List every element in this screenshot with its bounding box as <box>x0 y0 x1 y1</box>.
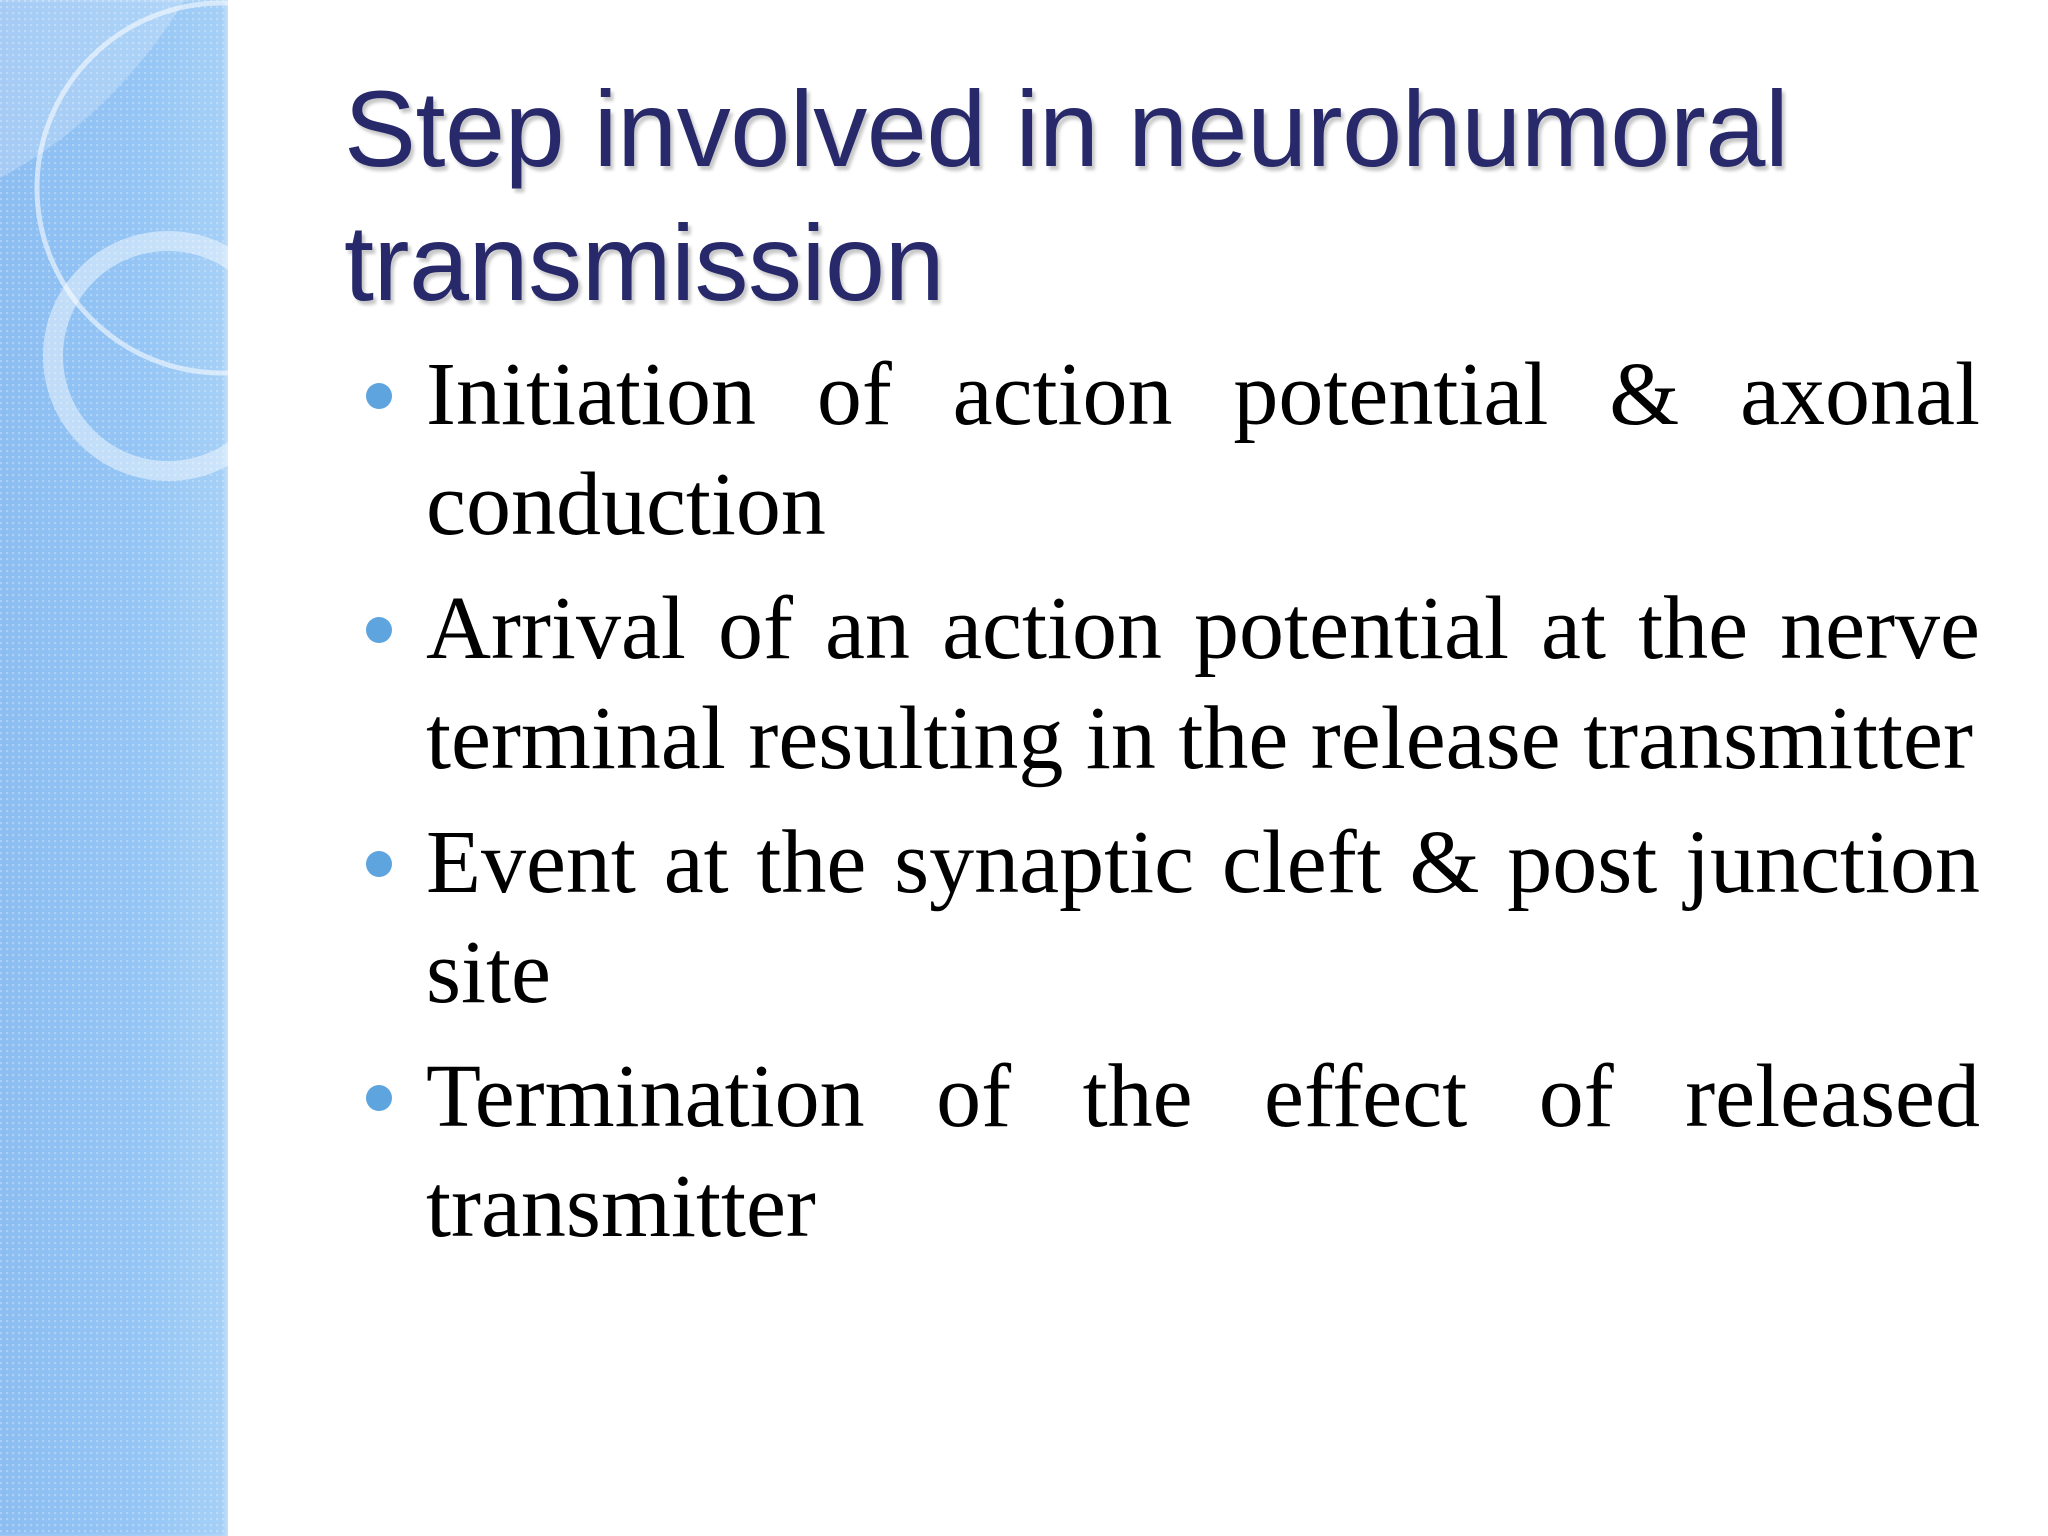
bullet-text: Arrival of an action potential at the nerve terminal resulting in the release transmitter <box>426 579 1980 788</box>
bullet-dot-icon <box>366 617 392 643</box>
bullet-item <box>366 574 1980 794</box>
decorative-sidebar <box>0 0 228 1536</box>
bullet-text: Initiation of action potential & axonal conduction <box>426 345 1980 554</box>
bullet-item <box>366 340 1980 560</box>
bullet-text: Event at the synaptic cleft & post junction site <box>426 813 1980 1022</box>
bullet-dot-icon <box>366 851 392 877</box>
bullet-dot-icon <box>366 1085 392 1111</box>
bullet-item <box>366 808 1980 1028</box>
bullet-list <box>366 340 1980 1276</box>
bullet-item <box>366 1042 1980 1262</box>
slide-title: Step involved in neurohumoral transmission <box>344 68 1789 323</box>
bullet-text: Termination of the effect of released transmitter <box>426 1047 1980 1256</box>
decorative-circles <box>0 0 228 1536</box>
bullet-dot-icon <box>366 383 392 409</box>
